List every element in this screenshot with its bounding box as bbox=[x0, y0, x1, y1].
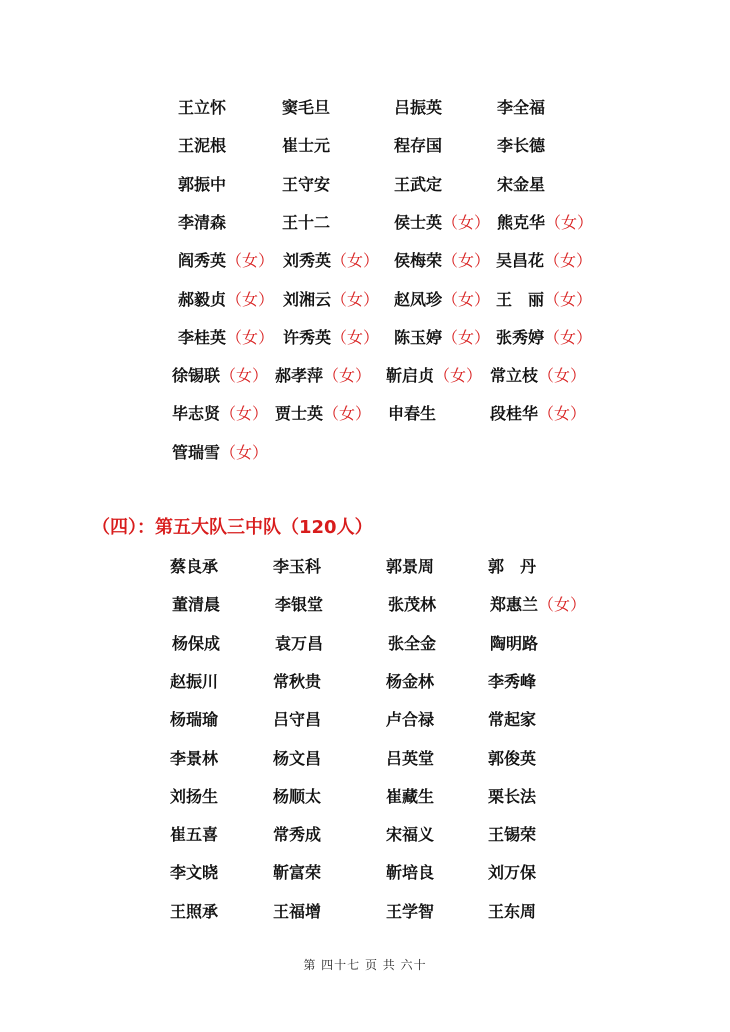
person-name: 常起家 bbox=[488, 710, 537, 729]
name-entry bbox=[386, 670, 434, 694]
name-entry bbox=[178, 288, 274, 312]
female-marker: （女） bbox=[442, 251, 491, 270]
person-name: 吴昌花 bbox=[496, 251, 545, 270]
name-entry bbox=[490, 593, 586, 617]
name-entry bbox=[170, 555, 218, 579]
person-name: 程存国 bbox=[394, 136, 443, 155]
female-marker: （女） bbox=[220, 443, 269, 462]
name-entry bbox=[488, 785, 536, 809]
name-row bbox=[0, 823, 730, 847]
name-entry bbox=[172, 402, 268, 426]
name-entry bbox=[496, 249, 592, 273]
person-name: 熊克华 bbox=[497, 213, 546, 232]
name-entry bbox=[282, 211, 330, 235]
name-entry bbox=[170, 670, 218, 694]
name-entry bbox=[490, 364, 586, 388]
person-name: 许秀英 bbox=[283, 328, 332, 347]
name-entry bbox=[283, 288, 379, 312]
name-entry bbox=[386, 823, 434, 847]
person-name: 郝孝萍 bbox=[275, 366, 324, 385]
name-row bbox=[0, 364, 730, 388]
person-name: 靳培良 bbox=[386, 863, 435, 882]
name-entry bbox=[275, 364, 371, 388]
name-entry bbox=[178, 173, 226, 197]
name-entry bbox=[488, 670, 536, 694]
name-row bbox=[0, 249, 730, 273]
person-name: 靳富荣 bbox=[273, 863, 322, 882]
female-marker: （女） bbox=[220, 366, 269, 385]
name-entry bbox=[275, 402, 371, 426]
name-entry bbox=[394, 326, 490, 350]
name-entry bbox=[488, 900, 536, 924]
name-entry bbox=[488, 555, 536, 579]
person-name: 李玉科 bbox=[273, 557, 322, 576]
person-name: 靳启贞 bbox=[386, 366, 435, 385]
name-entry bbox=[275, 593, 323, 617]
name-entry bbox=[497, 211, 593, 235]
name-row bbox=[0, 785, 730, 809]
female-marker: （女） bbox=[220, 404, 269, 423]
person-name: 李文晓 bbox=[170, 863, 219, 882]
person-name: 毕志贤 bbox=[172, 404, 221, 423]
person-name: 李桂英 bbox=[178, 328, 227, 347]
person-name: 常秀成 bbox=[273, 825, 322, 844]
person-name: 管瑞雪 bbox=[172, 443, 221, 462]
name-row bbox=[0, 288, 730, 312]
name-entry bbox=[178, 249, 274, 273]
name-row bbox=[0, 96, 730, 120]
name-entry bbox=[394, 96, 442, 120]
name-entry bbox=[490, 402, 586, 426]
person-name: 王武定 bbox=[394, 175, 443, 194]
name-entry bbox=[497, 173, 545, 197]
female-marker: （女） bbox=[538, 366, 587, 385]
name-row bbox=[0, 555, 730, 579]
person-name: 栗长法 bbox=[488, 787, 537, 806]
female-marker: （女） bbox=[226, 251, 275, 270]
name-entry bbox=[273, 900, 321, 924]
person-name: 李全福 bbox=[497, 98, 546, 117]
female-marker: （女） bbox=[323, 366, 372, 385]
female-marker: （女） bbox=[226, 328, 275, 347]
name-row bbox=[0, 632, 730, 656]
name-entry bbox=[178, 326, 274, 350]
name-entry bbox=[178, 134, 226, 158]
name-entry bbox=[386, 861, 434, 885]
female-marker: （女） bbox=[323, 404, 372, 423]
person-name: 赵振川 bbox=[170, 672, 219, 691]
person-name: 郑惠兰 bbox=[490, 595, 539, 614]
female-marker: （女） bbox=[538, 595, 587, 614]
name-entry bbox=[273, 747, 321, 771]
name-entry bbox=[386, 747, 434, 771]
name-row bbox=[0, 441, 730, 465]
person-name: 张全金 bbox=[388, 634, 437, 653]
name-entry bbox=[170, 900, 218, 924]
person-name: 张秀婷 bbox=[496, 328, 545, 347]
name-entry bbox=[497, 96, 545, 120]
name-entry bbox=[490, 632, 538, 656]
person-name: 窦毛旦 bbox=[282, 98, 331, 117]
person-name: 段桂华 bbox=[490, 404, 539, 423]
female-marker: （女） bbox=[442, 213, 491, 232]
name-entry bbox=[386, 555, 434, 579]
name-entry bbox=[283, 326, 379, 350]
name-entry bbox=[497, 134, 545, 158]
person-name: 蔡良承 bbox=[170, 557, 219, 576]
female-marker: （女） bbox=[331, 251, 380, 270]
person-name: 杨文昌 bbox=[273, 749, 322, 768]
female-marker: （女） bbox=[434, 366, 483, 385]
person-name: 陶明路 bbox=[490, 634, 539, 653]
name-row bbox=[0, 670, 730, 694]
name-entry bbox=[496, 288, 592, 312]
person-name: 李秀峰 bbox=[488, 672, 537, 691]
name-entry bbox=[170, 708, 218, 732]
person-name: 王福增 bbox=[273, 902, 322, 921]
person-name: 贾士英 bbox=[275, 404, 324, 423]
person-name: 李清森 bbox=[178, 213, 227, 232]
name-row bbox=[0, 326, 730, 350]
name-entry bbox=[273, 670, 321, 694]
name-entry bbox=[488, 747, 536, 771]
person-name: 刘秀英 bbox=[283, 251, 332, 270]
name-entry bbox=[282, 134, 330, 158]
name-entry bbox=[170, 785, 218, 809]
name-entry bbox=[273, 555, 321, 579]
name-entry bbox=[282, 96, 330, 120]
name-entry bbox=[386, 364, 482, 388]
page-footer: 第 四十七 页 共 六十 bbox=[303, 958, 427, 972]
name-entry bbox=[388, 632, 436, 656]
female-marker: （女） bbox=[544, 251, 593, 270]
person-name: 常立枝 bbox=[490, 366, 539, 385]
female-marker: （女） bbox=[331, 290, 380, 309]
name-entry bbox=[394, 249, 490, 273]
female-marker: （女） bbox=[544, 290, 593, 309]
person-name: 董清晨 bbox=[172, 595, 221, 614]
person-name: 杨瑞瑜 bbox=[170, 710, 219, 729]
name-entry bbox=[488, 823, 536, 847]
name-row bbox=[0, 173, 730, 197]
name-entry bbox=[273, 785, 321, 809]
person-name: 王锡荣 bbox=[488, 825, 537, 844]
person-name: 侯梅荣 bbox=[394, 251, 443, 270]
name-row bbox=[0, 211, 730, 235]
female-marker: （女） bbox=[331, 328, 380, 347]
person-name: 吕振英 bbox=[394, 98, 443, 117]
person-name: 杨保成 bbox=[172, 634, 221, 653]
person-name: 宋金星 bbox=[497, 175, 546, 194]
name-entry bbox=[386, 708, 434, 732]
name-entry bbox=[394, 288, 490, 312]
name-entry bbox=[170, 747, 218, 771]
name-entry bbox=[178, 211, 226, 235]
person-name: 崔藏生 bbox=[386, 787, 435, 806]
section-heading: （四）：第五大队三中队（120人） bbox=[92, 517, 373, 538]
person-name: 王十二 bbox=[282, 213, 331, 232]
person-name: 张茂林 bbox=[388, 595, 437, 614]
name-entry bbox=[388, 593, 436, 617]
person-name: 王东周 bbox=[488, 902, 537, 921]
name-entry bbox=[170, 823, 218, 847]
name-entry bbox=[172, 593, 220, 617]
female-marker: （女） bbox=[442, 328, 491, 347]
person-name: 李景林 bbox=[170, 749, 219, 768]
person-name: 王学智 bbox=[386, 902, 435, 921]
person-name: 杨金林 bbox=[386, 672, 435, 691]
name-row bbox=[0, 402, 730, 426]
name-row bbox=[0, 747, 730, 771]
female-marker: （女） bbox=[538, 404, 587, 423]
female-marker: （女） bbox=[226, 290, 275, 309]
name-entry bbox=[273, 708, 321, 732]
name-row bbox=[0, 708, 730, 732]
person-name: 郭俊英 bbox=[488, 749, 537, 768]
person-name: 郭景周 bbox=[386, 557, 435, 576]
person-name: 徐锡联 bbox=[172, 366, 221, 385]
person-name: 陈玉婷 bbox=[394, 328, 443, 347]
name-entry bbox=[488, 861, 536, 885]
name-entry bbox=[386, 785, 434, 809]
person-name: 申春生 bbox=[388, 404, 437, 423]
name-entry bbox=[394, 211, 490, 235]
person-name: 刘湘云 bbox=[283, 290, 332, 309]
name-entry bbox=[273, 861, 321, 885]
person-name: 常秋贵 bbox=[273, 672, 322, 691]
person-name: 李长德 bbox=[497, 136, 546, 155]
name-entry bbox=[172, 632, 220, 656]
person-name: 宋福义 bbox=[386, 825, 435, 844]
person-name: 杨顺太 bbox=[273, 787, 322, 806]
name-row bbox=[0, 134, 730, 158]
person-name: 赵凤珍 bbox=[394, 290, 443, 309]
person-name: 崔五喜 bbox=[170, 825, 219, 844]
person-name: 吕守昌 bbox=[273, 710, 322, 729]
name-entry bbox=[488, 708, 536, 732]
person-name: 刘扬生 bbox=[170, 787, 219, 806]
name-entry bbox=[170, 861, 218, 885]
name-entry bbox=[386, 900, 434, 924]
person-name: 王 丽 bbox=[496, 290, 545, 309]
name-row bbox=[0, 900, 730, 924]
person-name: 阎秀英 bbox=[178, 251, 227, 270]
name-entry bbox=[275, 632, 323, 656]
person-name: 李银堂 bbox=[275, 595, 324, 614]
name-entry bbox=[388, 402, 436, 426]
female-marker: （女） bbox=[442, 290, 491, 309]
female-marker: （女） bbox=[544, 328, 593, 347]
person-name: 王守安 bbox=[282, 175, 331, 194]
name-entry bbox=[283, 249, 379, 273]
name-row bbox=[0, 861, 730, 885]
name-entry bbox=[273, 823, 321, 847]
name-entry bbox=[172, 441, 268, 465]
person-name: 王泥根 bbox=[178, 136, 227, 155]
person-name: 郝毅贞 bbox=[178, 290, 227, 309]
name-entry bbox=[496, 326, 592, 350]
person-name: 袁万昌 bbox=[275, 634, 324, 653]
person-name: 王立怀 bbox=[178, 98, 227, 117]
person-name: 卢合禄 bbox=[386, 710, 435, 729]
name-row bbox=[0, 593, 730, 617]
name-entry bbox=[394, 134, 442, 158]
name-entry bbox=[178, 96, 226, 120]
name-entry bbox=[282, 173, 330, 197]
person-name: 郭振中 bbox=[178, 175, 227, 194]
name-entry bbox=[172, 364, 268, 388]
person-name: 侯士英 bbox=[394, 213, 443, 232]
person-name: 王照承 bbox=[170, 902, 219, 921]
person-name: 刘万保 bbox=[488, 863, 537, 882]
name-entry bbox=[394, 173, 442, 197]
person-name: 吕英堂 bbox=[386, 749, 435, 768]
female-marker: （女） bbox=[545, 213, 594, 232]
person-name: 郭 丹 bbox=[488, 557, 537, 576]
person-name: 崔士元 bbox=[282, 136, 331, 155]
